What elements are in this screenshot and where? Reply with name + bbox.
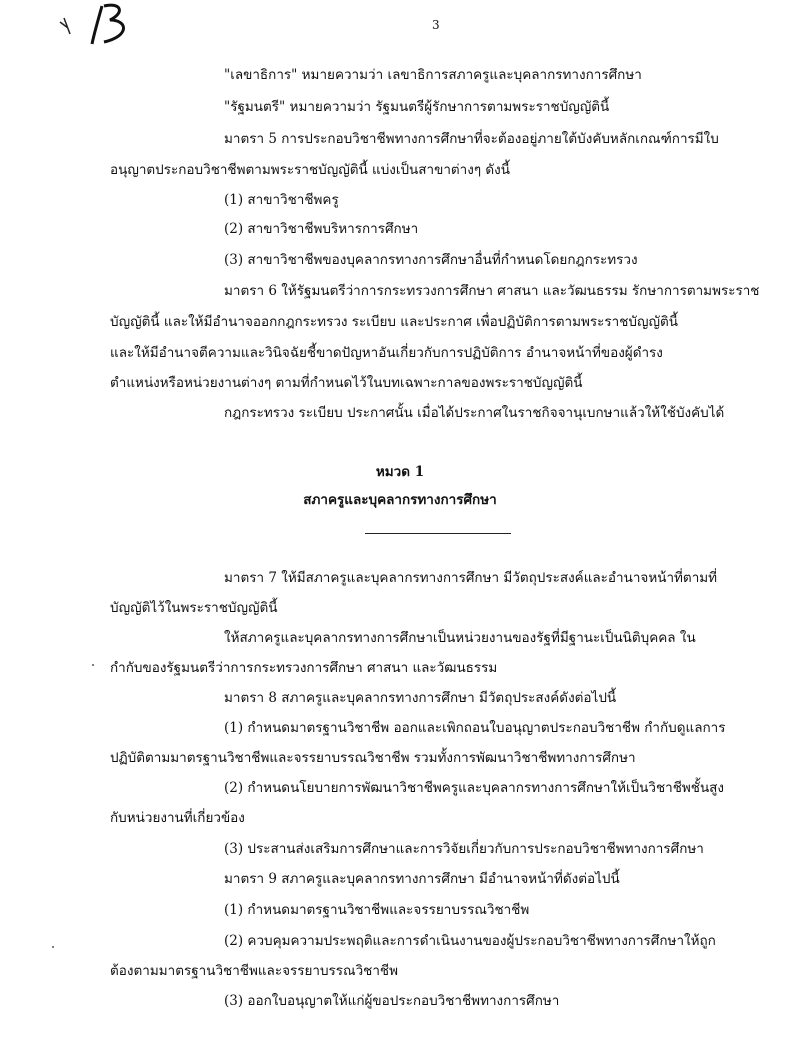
section-8-item-2-line-1: (2) กำหนดนโยบายการพัฒนาวิชาชีพครูและบุคลากรทางการศึกษาให้เป็นวิชาชีพชั้นสูง	[224, 780, 725, 796]
section-6-paragraph-2: กฎกระทรวง ระเบียบ ประกาศนั้น เมื่อได้ประกาศในราชกิจจานุเบกษาแล้วให้ใช้บังคับได้	[224, 405, 725, 421]
section-7-paragraph-2-line-1: ให้สภาครูและบุคลากรทางการศึกษาเป็นหน่วยงานของรัฐที่มีฐานะเป็นนิติบุคคล ใน	[224, 630, 696, 646]
section-5-item-1: (1) สาขาวิชาชีพครู	[224, 192, 339, 208]
section-6-line-4: ตำแหน่งหรือหน่วยงานต่างๆ ตามที่กำหนดไว้ในบทเฉพาะกาลของพระราชบัญญัตินี้	[110, 375, 583, 391]
section-5-line-1: มาตรา 5 การประกอบวิชาชีพทางการศึกษาที่จะต้องอยู่ภายใต้บังคับหลักเกณฑ์การมีใบ	[224, 131, 719, 147]
section-8-item-1-line-1: (1) กำหนดมาตรฐานวิชาชีพ ออกและเพิกถอนใบอนุญาตประกอบวิชาชีพ กำกับดูแลการ	[224, 720, 726, 736]
section-7-paragraph-2-line-2: กำกับของรัฐมนตรีว่าการกระทรวงการศึกษา ศาสนา และวัฒนธรรม	[110, 660, 498, 676]
section-5-item-3: (3) สาขาวิชาชีพของบุคลากรทางการศึกษาอื่นที่กำหนดโดยกฎกระทรวง	[224, 252, 638, 268]
section-9-item-3: (3) ออกใบอนุญาตให้แก่ผู้ขอประกอบวิชาชีพทางการศึกษา	[224, 993, 560, 1009]
definition-minister: "รัฐมนตรี" หมายความว่า รัฐมนตรีผู้รักษาการตามพระราชบัญญัตินี้	[224, 99, 610, 115]
section-8-item-1-line-2: ปฏิบัติตามมาตรฐานวิชาชีพและจรรยาบรรณวิชาชีพ รวมทั้งการพัฒนาวิชาชีพทางการศึกษา	[110, 750, 636, 766]
section-8-item-2-line-2: กับหน่วยงานที่เกี่ยวข้อง	[110, 810, 245, 826]
section-5-item-2: (2) สาขาวิชาชีพบริหารการศึกษา	[224, 221, 419, 237]
section-6-line-2: บัญญัตินี้ และให้มีอำนาจออกกฎกระทรวง ระเบียบ และประกาศ เพื่อปฏิบัติการตามพระราชบัญญัตินี้	[110, 314, 678, 330]
section-9-item-1: (1) กำหนดมาตรฐานวิชาชีพและจรรยาบรรณวิชาชีพ	[224, 902, 530, 918]
section-8-heading: มาตรา 8 สภาครูและบุคลากรทางการศึกษา มีวัตถุประสงค์ดังต่อไปนี้	[224, 690, 617, 706]
section-9-item-2-line-1: (2) ควบคุมความประพฤติและการดำเนินงานของผู้ประกอบวิชาชีพทางการศึกษาให้ถูก	[224, 933, 716, 949]
section-6-line-1: มาตรา 6 ให้รัฐมนตรีว่าการกระทรวงการศึกษา ศาสนา และวัฒนธรรม รักษาการตามพระราช	[224, 283, 760, 299]
section-6-line-3: และให้มีอำนาจตีความและวินิจฉัยชี้ขาดปัญหาอันเกี่ยวกับการปฏิบัติการ อำนาจหน้าที่ของผู้ดำรง	[110, 345, 663, 361]
section-5-line-2: อนุญาตประกอบวิชาชีพตามพระราชบัญญัตินี้ แบ่งเป็นสาขาต่างๆ ดังนี้	[110, 162, 510, 178]
section-7-line-2: บัญญัติไว้ในพระราชบัญญัตินี้	[110, 600, 278, 616]
chapter-title: สภาครูและบุคลากรทางการศึกษา	[303, 492, 497, 508]
scan-speck	[92, 664, 94, 666]
section-9-heading: มาตรา 9 สภาครูและบุคลากรทางการศึกษา มีอำนาจหน้าที่ดังต่อไปนี้	[224, 871, 620, 887]
chapter-number: หมวด 1	[375, 464, 425, 480]
scan-speck	[52, 946, 54, 948]
page-number: 3	[432, 18, 440, 32]
section-8-item-3: (3) ประสานส่งเสริมการศึกษาและการวิจัยเกี่ยวกับการประกอบวิชาชีพทางการศึกษา	[224, 841, 704, 857]
definition-secretary: "เลขาธิการ" หมายความว่า เลขาธิการสภาครูและบุคลากรทางการศึกษา	[224, 67, 642, 83]
chapter-divider	[365, 533, 511, 534]
section-7-line-1: มาตรา 7 ให้มีสภาครูและบุคลากรทางการศึกษา มีวัตถุประสงค์และอำนาจหน้าที่ตามที่	[224, 570, 718, 586]
handwritten-mark	[58, 0, 168, 48]
section-9-item-2-line-2: ต้องตามมาตรฐานวิชาชีพและจรรยาบรรณวิชาชีพ	[110, 963, 398, 979]
